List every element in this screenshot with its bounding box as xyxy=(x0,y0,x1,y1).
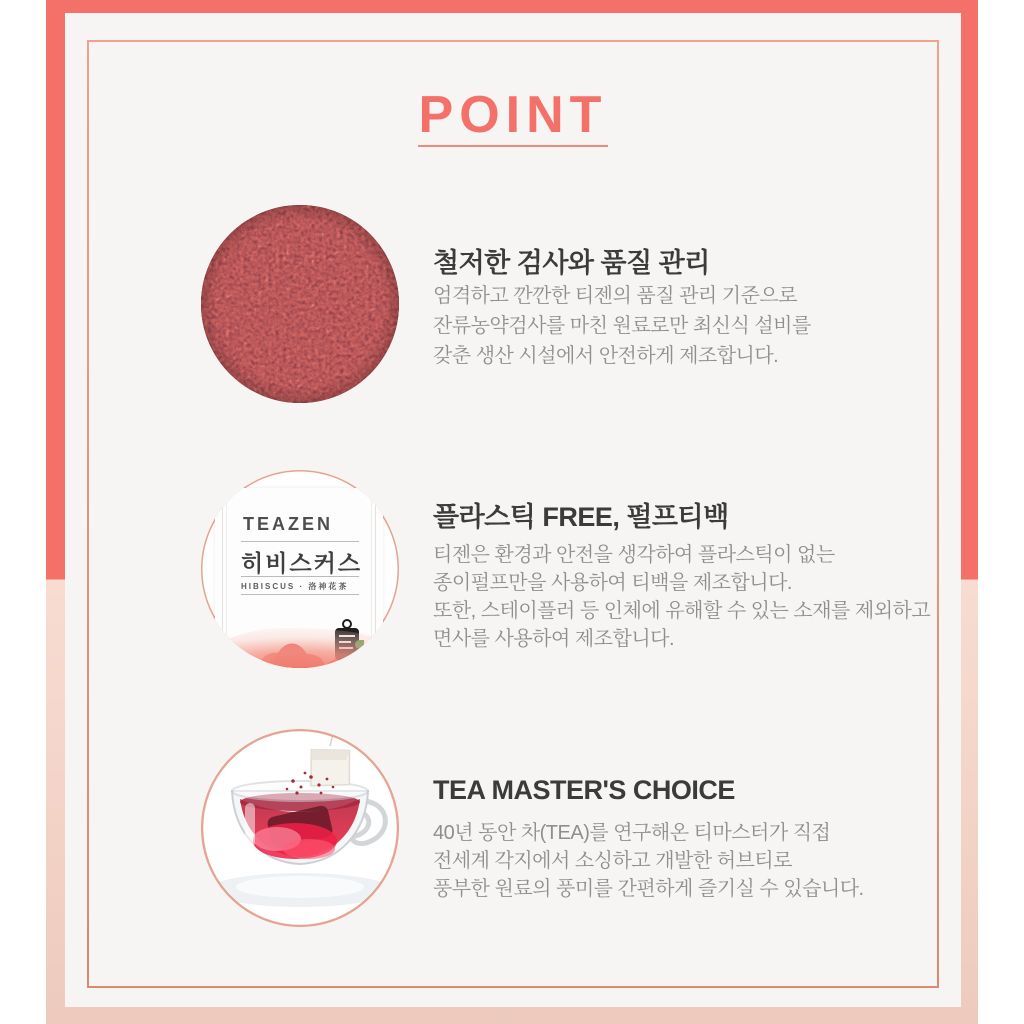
packet-subtitle: HIBISCUS · 洛神花茶 xyxy=(241,582,349,591)
title-underline xyxy=(418,145,608,147)
packet-product-name: 히비스커스 xyxy=(241,550,363,576)
section-quality-heading: 철저한 검사와 품질 관리 xyxy=(433,248,710,278)
body-line: 풍부한 원료의 풍미를 간편하게 즐기실 수 있습니다. xyxy=(433,878,864,900)
body-line: 엄격하고 깐깐한 티젠의 품질 관리 기준으로 xyxy=(433,285,798,307)
section-plastic-free-body xyxy=(433,541,930,653)
body-line: 티젠은 환경과 안전을 생각하여 플라스틱이 없는 xyxy=(433,544,835,566)
body-line: 종이펄프만을 사용하여 티백을 제조합니다. xyxy=(433,572,792,594)
dried-hibiscus-petals-image xyxy=(201,205,399,403)
hibiscus-tea-cup-illustration xyxy=(201,729,399,927)
section-quality-body xyxy=(433,281,811,371)
packet-brand: TEAZEN xyxy=(243,514,333,534)
section-tea-master-heading: TEA MASTER'S CHOICE xyxy=(433,775,735,805)
section-tea-master-body xyxy=(433,819,864,903)
packet-coral-wash xyxy=(215,628,383,668)
tea-cup-image xyxy=(201,729,399,927)
packet-divider xyxy=(241,576,359,577)
teabag-packet-image xyxy=(201,470,399,668)
body-line: 또한, 스테이플러 등 인체에 유해할 수 있는 소재를 제외하고 xyxy=(433,600,931,622)
packet-divider xyxy=(241,541,359,542)
body-line: 갖춘 생산 시설에서 안전하게 제조합니다. xyxy=(433,345,779,367)
teabag-packet xyxy=(215,488,383,668)
body-line: 잔류농약검사를 마친 원료로만 최신식 설비를 xyxy=(433,315,811,337)
packet-divider xyxy=(241,594,359,595)
page-title: POINT xyxy=(418,86,608,144)
body-line: 면사를 사용하여 제조합니다. xyxy=(433,628,675,650)
framed-page xyxy=(65,13,961,1007)
body-line: 전세계 각지에서 소싱하고 개발한 허브티로 xyxy=(433,850,792,872)
petals-texture xyxy=(201,205,399,403)
section-plastic-free-heading: 플라스틱 FREE, 펄프티백 xyxy=(433,502,729,532)
body-line: 40년 동안 차(TEA)를 연구해온 티마스터가 직접 xyxy=(433,822,831,844)
